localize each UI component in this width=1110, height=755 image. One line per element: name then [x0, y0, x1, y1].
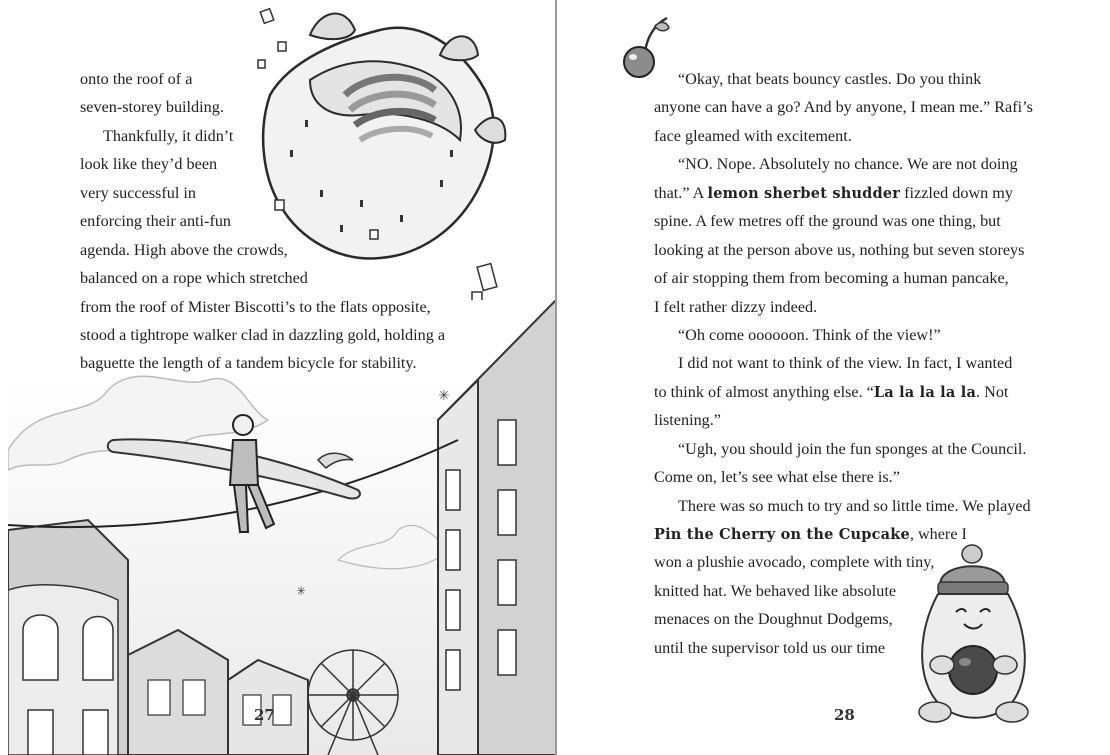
- plushie-avocado-illustration: [910, 540, 1040, 730]
- text-line: seven-storey building.: [80, 98, 224, 116]
- text-line: very successful in: [80, 184, 196, 202]
- text-line: listening.”: [654, 411, 721, 429]
- text-line: Come on, let’s see what else there is.”: [654, 468, 900, 486]
- text-line: menaces on the Doughnut Dodgems,: [654, 610, 893, 628]
- text-line: I felt rather dizzy indeed.: [654, 298, 818, 316]
- text-line: “Okay, that beats bouncy castles. Do you think: [678, 70, 982, 88]
- text-line: won a plushie avocado, complete with tiny,: [654, 553, 935, 571]
- sfx-pin-the-cherry: Pin the Cherry on the Cupcake: [654, 526, 910, 543]
- page-number: 28: [834, 706, 855, 724]
- text-line: There was so much to try and so little time. We played: [678, 497, 1031, 515]
- text-line: balanced on a rope which stretched: [80, 269, 308, 287]
- text-line: [654, 183, 1013, 204]
- sfx-la-la-la: La la la la la: [873, 384, 977, 401]
- text-segment: to think of almost anything else. “: [654, 383, 874, 401]
- text-segment: fizzled down my: [904, 184, 1013, 202]
- text-line: baguette the length of a tandem bicycle for stability.: [80, 354, 417, 372]
- right-page: [557, 0, 1110, 755]
- text-line: from the roof of Mister Biscotti’s to the flats opposite,: [80, 298, 431, 316]
- svg-text:✳: ✳: [296, 584, 307, 598]
- text-line: look like they’d been: [80, 155, 218, 173]
- text-line: spine. A few metres off the ground was one thing, but: [654, 212, 1001, 230]
- text-line: enforcing their anti-fun: [80, 212, 232, 230]
- text-line: onto the roof of a: [80, 70, 193, 88]
- text-segment: . Not: [976, 383, 1009, 401]
- tightrope-town-illustration: [8, 300, 556, 755]
- text-line: Thankfully, it didn’t: [103, 127, 234, 145]
- text-line: until the supervisor told us our time: [654, 639, 886, 657]
- text-line: stood a tightrope walker clad in dazzling gold, holding a: [80, 326, 446, 344]
- text-line: face gleamed with excitement.: [654, 127, 852, 145]
- text-line: I did not want to think of the view. In fact, I wanted: [678, 354, 1013, 372]
- text-line: “Oh come oooooon. Think of the view!”: [678, 326, 941, 344]
- text-line: of air stopping them from becoming a human pancake,: [654, 269, 1009, 287]
- cherry-icon: [617, 12, 677, 82]
- svg-text:✳: ✳: [438, 388, 450, 404]
- page-number: 27: [254, 706, 275, 724]
- text-line: anyone can have a go? And by anyone, I mean me.” Rafi’s: [654, 98, 1033, 116]
- text-line: “NO. Nope. Absolutely no chance. We are not doing: [678, 155, 1018, 173]
- text-line: “Ugh, you should join the fun sponges at the Council.: [678, 440, 1027, 458]
- text-segment: that.” A: [654, 184, 708, 202]
- text-line: [654, 382, 1008, 403]
- text-line: looking at the person above us, nothing but seven storeys: [654, 241, 1025, 259]
- text-line: knitted hat. We behaved like absolute: [654, 582, 897, 600]
- cake-slice-illustration: [250, 0, 520, 300]
- sfx-lemon-sherbet-shudder: lemon sherbet shudder: [707, 185, 901, 202]
- text-segment: , where I: [909, 525, 967, 543]
- text-line: agenda. High above the crowds,: [80, 241, 288, 259]
